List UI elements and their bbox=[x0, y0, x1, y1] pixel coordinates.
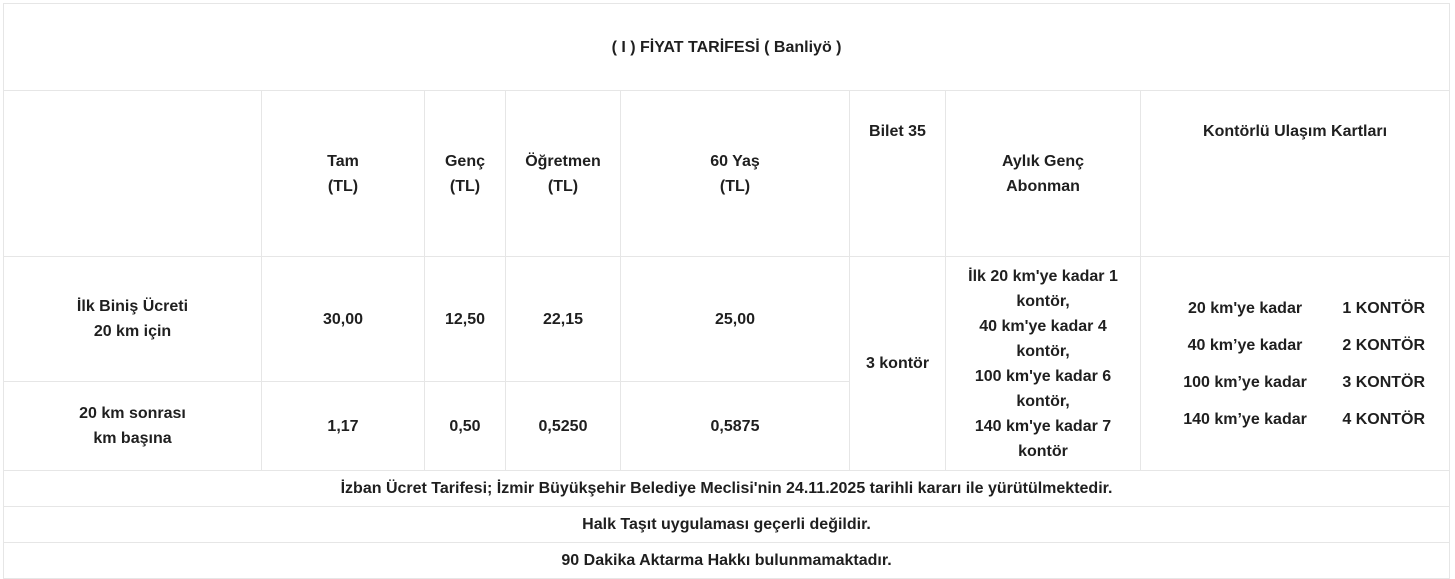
kontor-val-4: 4 KONTÖR bbox=[1342, 410, 1426, 428]
aylik-line-5: 100 km'ye kadar 6 bbox=[974, 367, 1112, 385]
kontor-km-2: 40 km’ye kadar bbox=[1187, 336, 1303, 354]
header-ogretmen-line1: Öğretmen bbox=[525, 152, 601, 170]
header-tam bbox=[262, 91, 425, 257]
row2-label-line1: 20 km sonrası bbox=[79, 405, 186, 422]
kontor-km-1: 20 km'ye kadar bbox=[1187, 299, 1303, 317]
header-60yas bbox=[621, 91, 850, 257]
kontor-val-3: 3 KONTÖR bbox=[1342, 373, 1426, 391]
row1-label-line1: İlk Biniş Ücreti bbox=[76, 298, 189, 315]
aylik-line-4: kontör, bbox=[1016, 342, 1070, 360]
row1-genc: 12,50 bbox=[425, 257, 506, 382]
row2-60yas: 0,5875 bbox=[621, 382, 850, 471]
kontor-val-1: 1 KONTÖR bbox=[1342, 299, 1426, 317]
kontor-list bbox=[1165, 296, 1425, 432]
header-aylik-genc-abonman bbox=[946, 91, 1141, 257]
kontorlu-value bbox=[1141, 257, 1450, 471]
tariff-table bbox=[3, 3, 1450, 579]
aylik-line-6: kontör, bbox=[1016, 392, 1070, 410]
header-bilet35: Bilet 35 bbox=[850, 91, 946, 257]
aylik-line-7: 140 km'ye kadar 7 bbox=[974, 417, 1112, 435]
aylik-line-2: kontör, bbox=[1016, 292, 1070, 310]
header-60yas-line2: (TL) bbox=[719, 177, 751, 195]
row1-60yas: 25,00 bbox=[621, 257, 850, 382]
header-ogretmen bbox=[506, 91, 621, 257]
note-aktarma: 90 Dakika Aktarma Hakkı bulunmamaktadır. bbox=[4, 543, 1450, 579]
kontor-line bbox=[1165, 407, 1425, 432]
kontor-line bbox=[1165, 333, 1425, 358]
aylik-genc-value bbox=[946, 257, 1141, 471]
note-izban-tarife: İzban Ücret Tarifesi; İzmir Büyükşehir Belediye Meclisi'nin 24.11.2025 tarihli kararı ile yürütülmektedir. bbox=[4, 471, 1450, 507]
header-empty bbox=[4, 91, 262, 257]
header-kontorlu-kartlar: Kontörlü Ulaşım Kartları bbox=[1141, 91, 1450, 257]
header-tam-line2: (TL) bbox=[327, 177, 359, 195]
aylik-line-8: kontör bbox=[1018, 442, 1068, 460]
row-label-ilk-binis bbox=[4, 257, 262, 382]
header-genc-line1: Genç bbox=[444, 152, 485, 170]
row2-label-line2: km başına bbox=[93, 430, 172, 447]
header-genc bbox=[425, 91, 506, 257]
header-aylik-line2: Abonman bbox=[1006, 177, 1080, 195]
header-60yas-line1: 60 Yaş bbox=[710, 152, 760, 170]
header-genc-line2: (TL) bbox=[449, 177, 481, 195]
kontor-km-3: 100 km’ye kadar bbox=[1183, 373, 1307, 391]
row2-ogretmen: 0,5250 bbox=[506, 382, 621, 471]
row1-ogretmen: 22,15 bbox=[506, 257, 621, 382]
aylik-line-3: 40 km'ye kadar 4 bbox=[979, 317, 1107, 335]
row2-tam: 1,17 bbox=[262, 382, 425, 471]
kontor-val-2: 2 KONTÖR bbox=[1342, 336, 1426, 354]
kontor-line bbox=[1165, 296, 1425, 321]
bilet35-value: 3 kontör bbox=[850, 257, 946, 471]
row2-genc: 0,50 bbox=[425, 382, 506, 471]
kontor-km-4: 140 km’ye kadar bbox=[1183, 410, 1307, 428]
header-aylik-line1: Aylık Genç bbox=[1001, 152, 1085, 170]
kontor-line bbox=[1165, 370, 1425, 395]
header-tam-line1: Tam bbox=[327, 152, 359, 170]
table-title: ( I ) FİYAT TARİFESİ ( Banliyö ) bbox=[4, 4, 1450, 91]
row1-tam: 30,00 bbox=[262, 257, 425, 382]
note-halk-tasit: Halk Taşıt uygulaması geçerli değildir. bbox=[4, 507, 1450, 543]
aylik-line-1: İlk 20 km'ye kadar 1 bbox=[968, 267, 1118, 285]
row-label-20km-sonrasi bbox=[4, 382, 262, 471]
header-ogretmen-line2: (TL) bbox=[547, 177, 579, 195]
row1-label-line2: 20 km için bbox=[93, 323, 172, 340]
